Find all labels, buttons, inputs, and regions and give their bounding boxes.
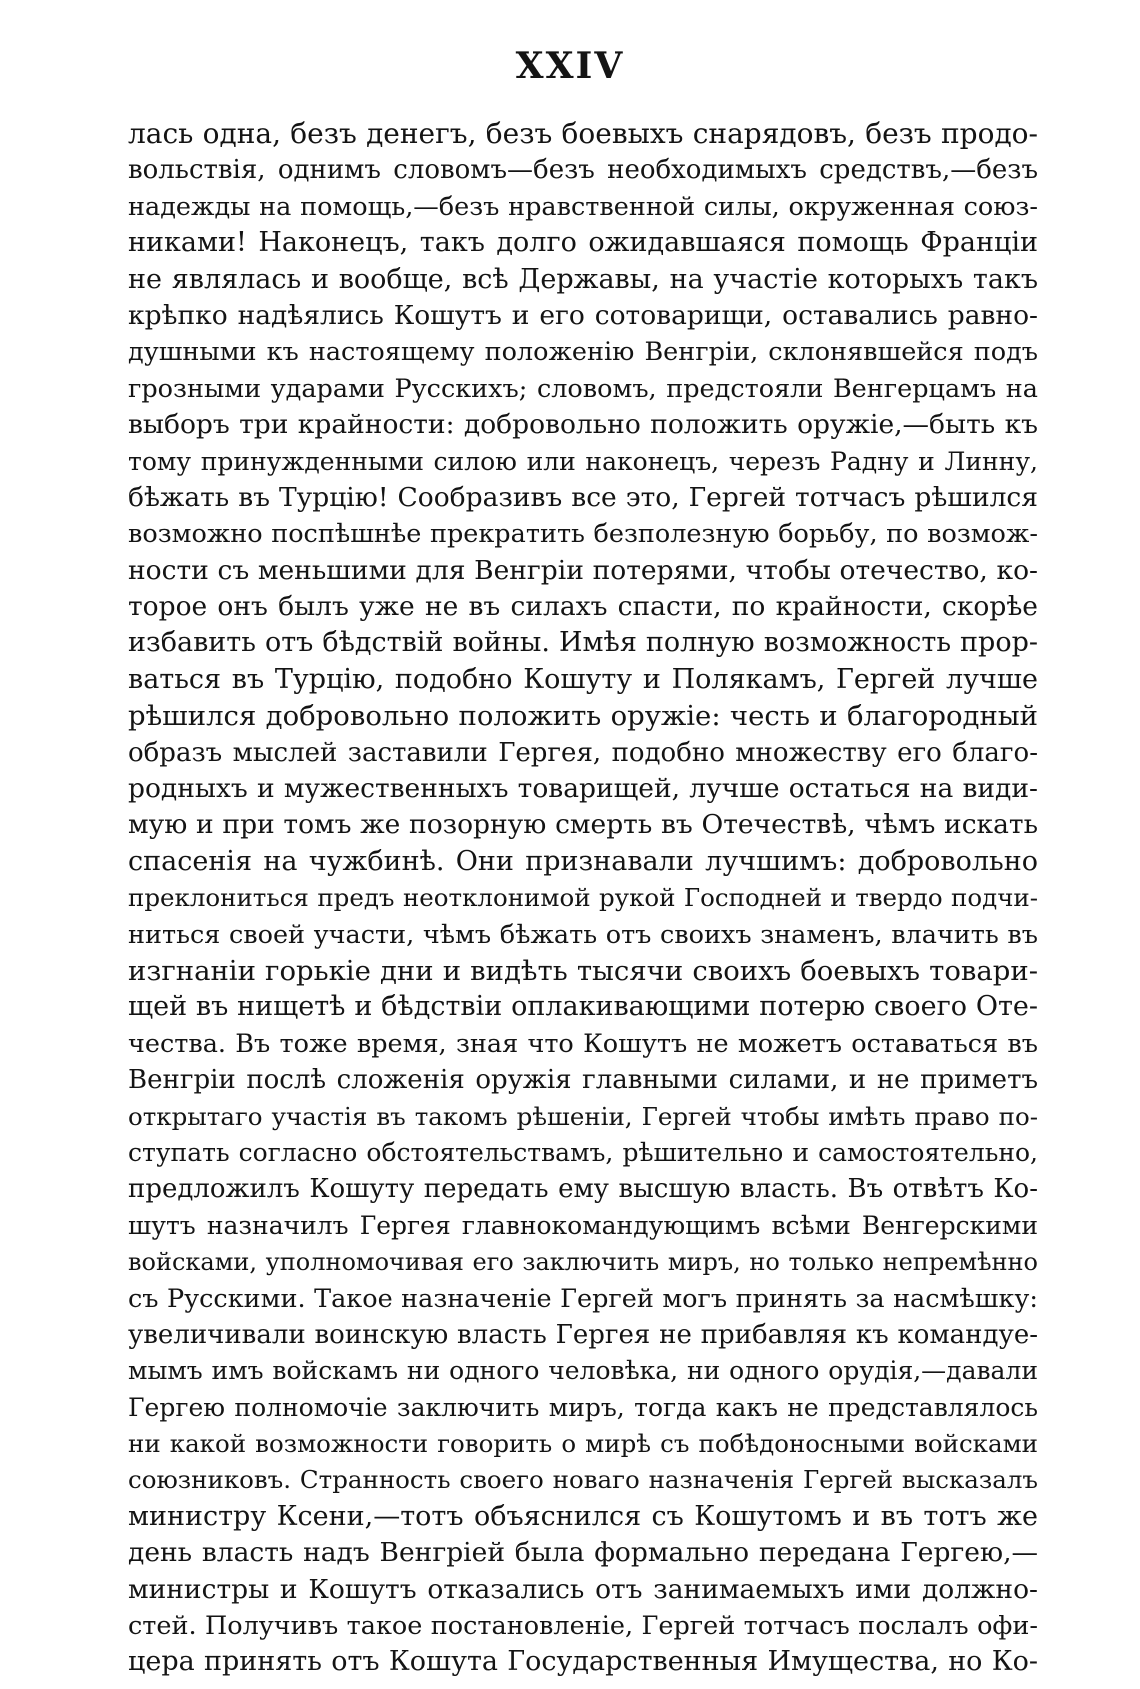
text-line: войсками, уполномочивая его заключить миръ, но только непремѣнно: [128, 1248, 1038, 1277]
text-line: стей. Получивъ такое постановленіе, Гергей тотчасъ послалъ офи-: [128, 1611, 1038, 1642]
text-line: душными къ настоящему положенію Венгріи, склонявшейся подъ: [128, 337, 1038, 368]
text-line: ни какой возможности говорить о мирѣ съ побѣдоносными войсками: [128, 1429, 1038, 1459]
text-line: предложилъ Кошуту передать ему высшую власть. Въ отвѣтъ Ко-: [128, 1174, 1038, 1205]
text-line: избавить отъ бѣдствій войны. Имѣя полную возможность прор-: [128, 627, 1038, 659]
text-line: выборъ три крайности: добровольно положить оружіе,—быть къ: [128, 409, 1038, 441]
text-line: съ Русскими. Такое назначеніе Гергей могъ принять за насмѣшку:: [128, 1283, 1038, 1314]
text-line: грозными ударами Русскихъ; словомъ, предстояли Венгерцамъ на: [128, 373, 1038, 404]
text-line: бѣжать въ Турцію! Сообразивъ все это, Гергей тотчасъ рѣшился: [128, 481, 1038, 513]
text-line: шутъ назначилъ Гергея главнокомандующимъ всѣми Венгерскими: [128, 1210, 1038, 1240]
text-line: день власть надъ Венгріей была формально передана Гергею,—: [128, 1537, 1038, 1569]
text-line: никами! Наконецъ, такъ долго ожидавшаяся помощь Франціи: [128, 227, 1038, 259]
text-line: ступать согласно обстоятельствамъ, рѣшительно и самостоятельно,: [128, 1137, 1038, 1167]
text-line: преклониться предъ неотклонимой рукой Господней и твердо подчи-: [128, 883, 1038, 913]
text-line: не являлась и вообще, всѣ Державы, на участіе которыхъ такъ: [128, 263, 1038, 295]
text-line: крѣпко надѣялись Кошутъ и его сотоварищи, оставались равно-: [128, 299, 1038, 331]
text-line: министры и Кошутъ отказались отъ занимаемыхъ ими должно-: [128, 1573, 1038, 1605]
text-line: Гергею полномочіе заключить миръ, тогда какъ не представлялось: [128, 1392, 1038, 1422]
text-line: спасенія на чужбинѣ. Они признавали лучшимъ: добровольно: [128, 845, 1038, 877]
text-line: ниться своей участи, чѣмъ бѣжать отъ своихъ знаменъ, влачить въ: [128, 919, 1038, 950]
text-line: тому принужденными силою или наконецъ, черезъ Радну и Линну,: [128, 446, 1038, 476]
text-line: мую и при томъ же позорную смерть въ Отечествѣ, чѣмъ искать: [128, 809, 1038, 841]
text-line: чества. Въ тоже время, зная что Кошутъ не можетъ оставаться въ: [128, 1028, 1038, 1059]
text-line: щей въ нищетѣ и бѣдствіи оплакивающими потерю своего Оте-: [128, 991, 1038, 1023]
text-line: образъ мыслей заставили Гергея, подобно множеству его благо-: [128, 737, 1038, 768]
text-line: мымъ имъ войскамъ ни одного человѣка, ни одного орудія,—давали: [128, 1356, 1038, 1386]
text-line: родныхъ и мужественныхъ товарищей, лучше остаться на види-: [128, 773, 1038, 805]
text-line: торое онъ былъ уже не въ силахъ спасти, по крайности, скорѣе: [128, 591, 1038, 623]
text-line: цера принять отъ Кошута Государственныя Имущества, но Ко-: [128, 1646, 1038, 1678]
text-line: увеличивали воинскую власть Гергея не прибавляя къ командуе-: [128, 1319, 1038, 1350]
text-line: возможно поспѣшнѣе прекратить безполезную борьбу, по возмож-: [128, 519, 1038, 550]
text-line: союзниковъ. Странность своего новаго назначенія Гергей высказалъ: [128, 1465, 1038, 1495]
body-text: [128, 116, 1038, 1681]
text-line: надежды на помощь,—безъ нравственной силы, окруженная союз-: [128, 191, 1038, 222]
text-line: ваться въ Турцію, подобно Кошуту и Полякамъ, Гергей лучше: [128, 663, 1038, 695]
page-number: XXIV: [515, 45, 625, 87]
text-line: лась одна, безъ денегъ, безъ боевыхъ снарядовъ, безъ продо-: [128, 117, 1038, 150]
text-line: вольствія, однимъ словомъ—безъ необходимыхъ средствъ,—безъ: [128, 155, 1038, 186]
text-line: изгнаніи горькіе дни и видѣть тысячи своихъ боевыхъ товари-: [128, 954, 1038, 987]
text-line: Венгріи послѣ сложенія оружія главными силами, и не приметъ: [128, 1065, 1038, 1096]
text-line: министру Ксени,—тотъ объяснился съ Кошутомъ и въ тотъ же: [128, 1500, 1038, 1532]
text-line: рѣшился добровольно положить оружіе: честь и благородный: [128, 700, 1038, 733]
text-line: ности съ меньшими для Венгріи потерями, чтобы отечество, ко-: [128, 554, 1038, 586]
text-line: открытаго участія въ такомъ рѣшеніи, Гергей чтобы имѣть право по-: [128, 1101, 1038, 1131]
